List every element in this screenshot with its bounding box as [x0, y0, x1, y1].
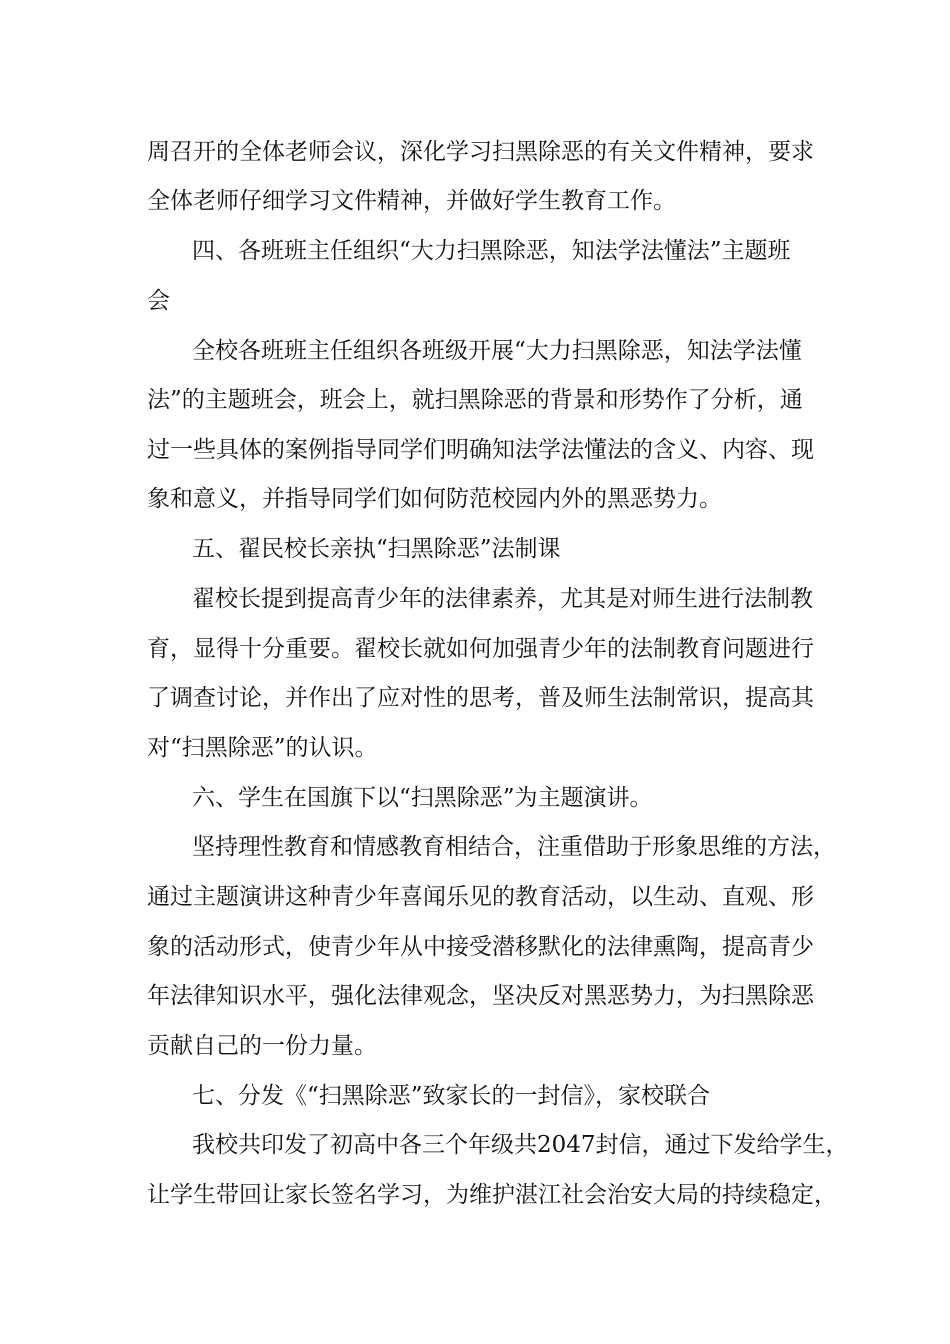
text-line: 周召开的全体老师会议，深化学习扫黑除恶的有关文件精神，要求: [147, 139, 814, 165]
paragraph-line: 贡献自己的一份力量。: [147, 1033, 377, 1059]
paragraph-line: 翟校长提到提高青少年的法律素养，尤其是对师生进行法制教: [192, 586, 813, 612]
paragraph-line: 法”的主题班会，班会上，就扫黑除恶的背景和形势作了分析，通: [147, 387, 803, 413]
paragraph-line: 了调查讨论，并作出了应对性的思考，普及师生法制常识，提高其: [147, 685, 814, 711]
paragraph-line: 通过主题演讲这种青少年喜闻乐见的教育活动，以生动、直观、形: [147, 884, 814, 910]
paragraph-line: 对“扫黑除恶”的认识。: [147, 735, 378, 761]
section-heading: 六、学生在国旗下以“扫黑除恶”为主题演讲。: [192, 785, 653, 811]
paragraph-line: 让学生带回让家长签名学习，为维护湛江社会治安大局的持续稳定，: [147, 1182, 837, 1208]
section-heading: 四、各班班主任组织“大力扫黑除恶，知法学法懂法”主题班: [192, 238, 791, 264]
paragraph-line: 年法律知识水平，强化法律观念，坚决反对黑恶势力，为扫黑除恶: [147, 983, 814, 1009]
paragraph-line: 过一些具体的案例指导同学们明确知法学法懂法的含义、内容、现: [147, 437, 814, 463]
paragraph-line: 全校各班班主任组织各班级开展“大力扫黑除恶，知法学法懂: [192, 338, 802, 364]
paragraph-line: 象和意义，并指导同学们如何防范校园内外的黑恶势力。: [147, 486, 722, 512]
section-heading: 五、翟民校长亲执“扫黑除恶”法制课: [192, 536, 561, 562]
text-line: 全体老师仔细学习文件精神，并做好学生教育工作。: [147, 188, 676, 214]
section-heading: 七、分发《“扫黑除恶”致家长的一封信》，家校联合: [192, 1083, 711, 1109]
paragraph-line: 坚持理性教育和情感教育相结合，注重借助于形象思维的方法，: [192, 834, 836, 860]
section-heading-continued: 会: [147, 288, 170, 314]
paragraph-line: 我校共印发了初高中各三个年级共2047封信，通过下发给学生，: [192, 1132, 849, 1158]
paragraph-line: 象的活动形式，使青少年从中接受潜移默化的法律熏陶，提高青少: [147, 934, 814, 960]
paragraph-line: 育，显得十分重要。翟校长就如何加强青少年的法制教育问题进行: [147, 636, 814, 662]
